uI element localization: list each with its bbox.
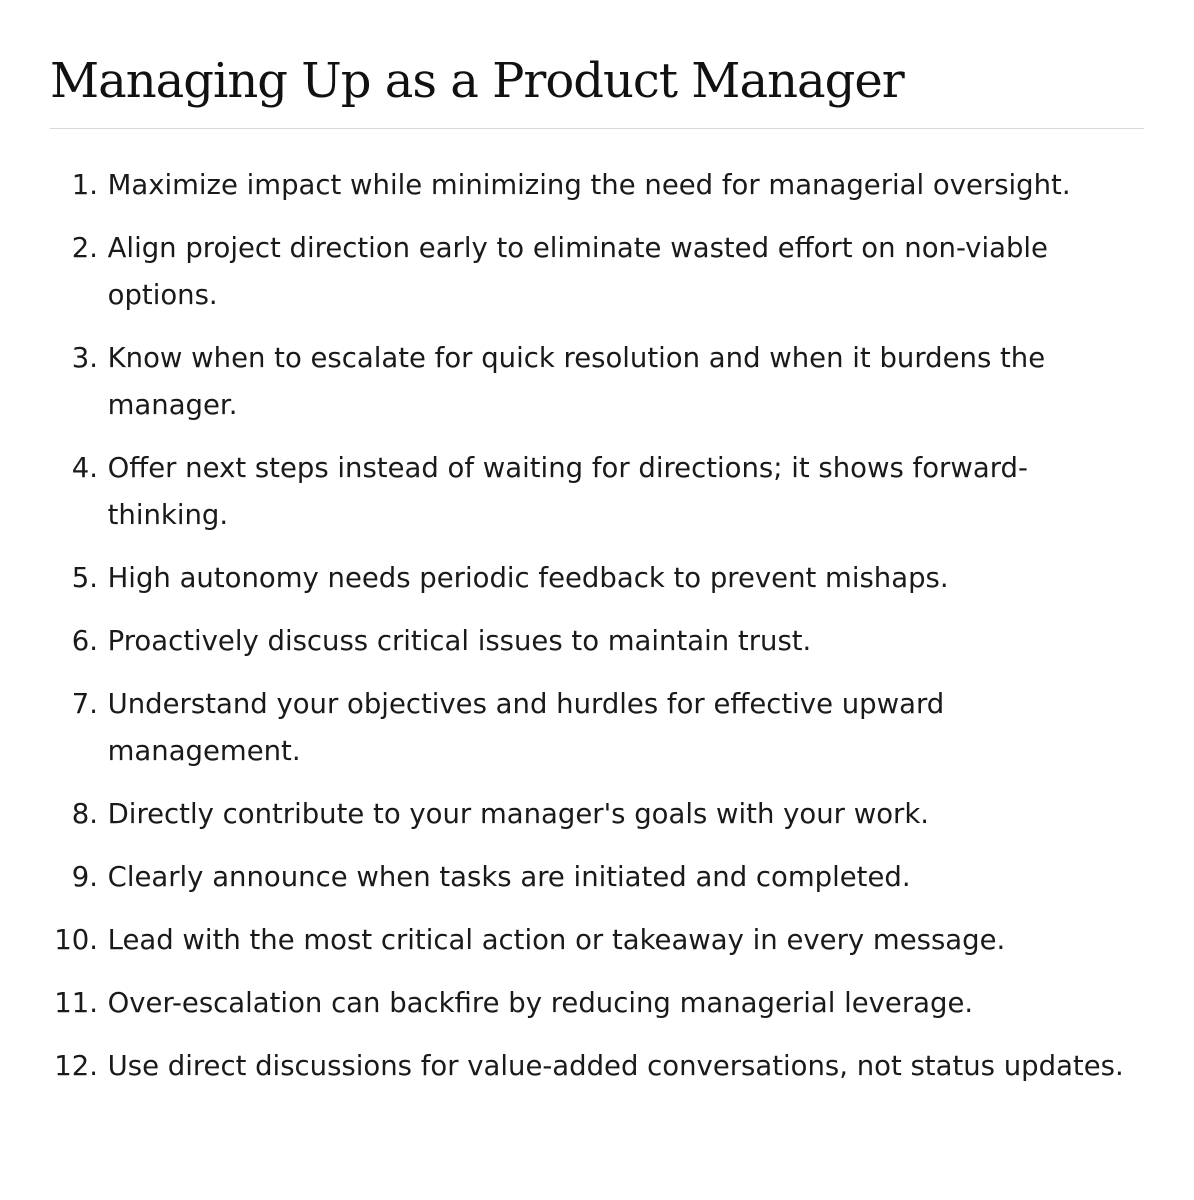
list-item-text: High autonomy needs periodic feedback to prevent mishaps. [107,562,949,594]
list-item-number: 3. [71,342,98,374]
list-item-number: 6. [71,625,98,657]
page-title: Managing Up as a Product Manager [50,53,904,109]
list-item-number: 1. [71,169,98,201]
list-item [50,854,1144,901]
list-item-number: 5. [71,562,98,594]
list-item-number: 8. [71,798,98,830]
list-item [50,335,1144,429]
list-item-number: 12. [54,1050,98,1082]
list-item-text: Lead with the most critical action or takeaway in every message. [107,924,1006,956]
list-item-number: 10. [54,924,98,956]
list-item-text: Offer next steps instead of waiting for directions; it shows forward-thinking. [107,452,1028,531]
list-item-text: Clearly announce when tasks are initiated and completed. [107,861,911,893]
list-item [50,225,1144,319]
list-item [50,681,1144,775]
list-item-text: Proactively discuss critical issues to maintain trust. [107,625,812,657]
list-item-text: Over-escalation can backfire by reducing managerial leverage. [107,987,974,1019]
title-divider [50,128,1144,129]
list-item-text: Align project direction early to eliminate wasted effort on non-viable options. [107,232,1048,311]
list-item [50,445,1144,539]
list-item-text: Directly contribute to your manager's goals with your work. [107,798,929,830]
list-item [50,980,1144,1027]
list-item-number: 4. [71,452,98,484]
list-item-text: Understand your objectives and hurdles for effective upward management. [107,688,945,767]
list-item [50,162,1144,209]
list-item [50,1043,1144,1090]
tips-list [50,162,1144,1090]
list-item-number: 7. [71,688,98,720]
list-item-text: Maximize impact while minimizing the need for managerial oversight. [107,169,1071,201]
list-item [50,791,1144,838]
list-item-text: Know when to escalate for quick resolution and when it burdens the manager. [107,342,1046,421]
list-item-number: 11. [54,987,98,1019]
list-item-number: 9. [71,861,98,893]
list-item-text: Use direct discussions for value-added conversations, not status updates. [107,1050,1124,1082]
list-item [50,618,1144,665]
list-item [50,555,1144,602]
list-item-number: 2. [71,232,98,264]
list-item [50,917,1144,964]
